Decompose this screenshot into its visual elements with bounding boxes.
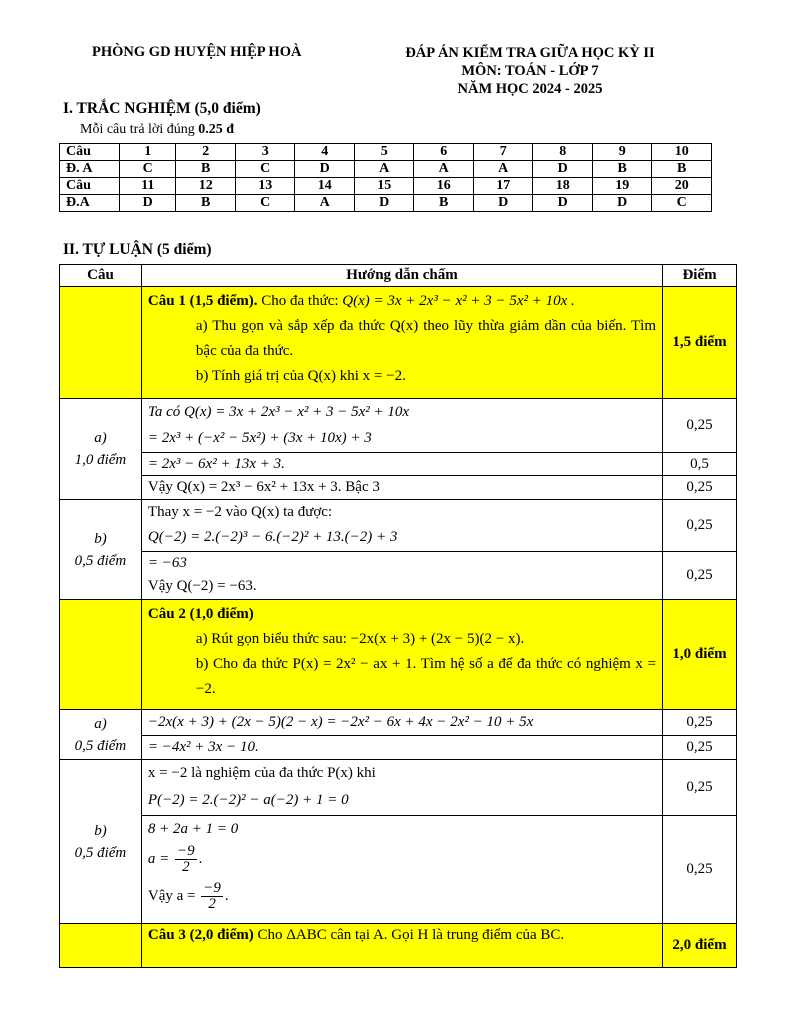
col-guide-header: Hướng dẫn chấm [141, 265, 662, 287]
mcq-cell: B [176, 161, 236, 178]
q2b-line5: Vậy a = $\frac{-9}{2}$ . [147, 880, 229, 912]
mcq-row [60, 178, 712, 195]
mcq-cell: D [473, 195, 533, 212]
q3-title: Câu 3 (2,0 điểm) [147, 927, 254, 943]
q1a-score3: 0,25 [663, 476, 737, 500]
q2b-line2: P(−2) = 2.(−2)² − a(−2) + 1 = 0 [147, 792, 349, 808]
exam-subject: MÔN: TOÁN - LỚP 7 [461, 63, 599, 79]
col-cau-header: Câu [60, 265, 142, 287]
mcq-row [60, 161, 712, 178]
q1b-points: 0,5 điểm [74, 552, 127, 569]
q1b-line2: Q(−2) = 2.(−2)³ − 6.(−2)² + 13.(−2) + 3 [147, 529, 398, 545]
mcq-row-label: Đ.A [60, 195, 120, 212]
mcq-cell: 15 [354, 178, 414, 195]
mcq-cell: 20 [652, 178, 712, 195]
q2b-points: 0,5 điểm [74, 844, 127, 861]
mcq-cell: 3 [235, 144, 295, 161]
q1-statement-row [60, 287, 737, 399]
mcq-cell: B [414, 195, 474, 212]
q2b-score1: 0,25 [663, 760, 737, 816]
col-score-header: Điểm [663, 265, 737, 287]
mcq-cell: 17 [473, 178, 533, 195]
mcq-cell: 5 [354, 144, 414, 161]
q2b-denominator: 2 [182, 859, 190, 875]
mcq-cell: 7 [473, 144, 533, 161]
q2b-label-cell [60, 760, 142, 924]
q1-score: 1,5 điểm [663, 287, 737, 399]
q2b-numerator: −9 [177, 843, 195, 859]
mcq-answer-table [59, 143, 712, 212]
mcq-cell: 18 [533, 178, 593, 195]
mcq-cell: 16 [414, 178, 474, 195]
q1a-label: a) [94, 430, 107, 446]
mcq-cell: D [295, 161, 355, 178]
mcq-cell: D [354, 195, 414, 212]
q1-part-b: b) Tính giá trị của Q(x) khi x = −2. [195, 368, 406, 384]
mcq-cell: 1 [120, 144, 176, 161]
part2-title: II. TỰ LUẬN (5 điểm) [63, 241, 212, 258]
q2a-line2: = −4x² + 3x − 10. [141, 736, 662, 760]
q2b-fraction-final [201, 881, 223, 912]
exam-heading [380, 44, 680, 98]
q1b-score2: 0,25 [663, 552, 737, 600]
q1-polynomial: Q(x) = 3x + 2x³ − x² + 3 − 5x² + 10x . [342, 293, 575, 309]
mcq-cell: 10 [652, 144, 712, 161]
q2-title: Câu 2 (1,0 điểm) [147, 606, 254, 622]
q1-part-a: a) Thu gọn và sắp xếp đa thức Q(x) theo lũy thừa giảm dần của biến. Tìm bậc của đa thức. [195, 318, 657, 359]
mcq-cell: C [235, 195, 295, 212]
q2b-a-eq: a = [147, 850, 170, 867]
mcq-cell: 4 [295, 144, 355, 161]
q1a-line1: Ta có Q(x) = 3x + 2x³ − x² + 3 − 5x² + 10x [147, 404, 410, 420]
q1b-score1: 0,25 [663, 500, 737, 552]
mcq-cell: 19 [592, 178, 652, 195]
q1a-label-cell [60, 399, 142, 500]
mcq-cell: D [120, 195, 176, 212]
q2b-line1: x = −2 là nghiệm của đa thức P(x) khi [147, 765, 376, 781]
q3-statement-row [60, 924, 737, 968]
q1a-points: 1,0 điểm [74, 452, 127, 468]
q2a-points: 0,5 điểm [74, 737, 127, 754]
q3-score: 2,0 điểm [663, 924, 737, 968]
mcq-cell: B [176, 195, 236, 212]
q1b-line1: Thay x = −2 vào Q(x) ta được: [147, 504, 333, 520]
q1a-line4: Vậy Q(x) = 2x³ − 6x² + 13x + 3. Bậc 3 [141, 476, 662, 500]
q1a-line3: = 2x³ − 6x² + 13x + 3. [141, 453, 662, 476]
mcq-cell: 14 [295, 178, 355, 195]
part1-title: I. TRẮC NGHIỆM (5,0 điểm) [63, 100, 261, 117]
mcq-row [60, 144, 712, 161]
q1a-score1: 0,25 [663, 399, 737, 453]
mcq-cell: 13 [235, 178, 295, 195]
exam-title: ĐÁP ÁN KIỂM TRA GIỮA HỌC KỲ II [405, 45, 655, 61]
mcq-cell: D [533, 195, 593, 212]
mcq-row-label: Đ. A [60, 161, 120, 178]
q2-statement-row [60, 600, 737, 710]
q1-intro: Cho đa thức: [261, 293, 339, 309]
q1-title: Câu 1 (1,5 điểm). [147, 293, 258, 309]
mcq-cell: A [295, 195, 355, 212]
q2b-score2: 0,25 [663, 816, 737, 924]
part1-note-score: 0.25 đ [198, 122, 235, 137]
q2-score: 1,0 điểm [663, 600, 737, 710]
mcq-cell: A [473, 161, 533, 178]
mcq-cell: 9 [592, 144, 652, 161]
q1b-label-cell [60, 500, 142, 600]
q2b-line4: a = $\frac{-9}{2}$ . [147, 843, 203, 875]
q2b-conclusion: Vậy a = [147, 887, 196, 904]
q2b-fraction [175, 844, 197, 875]
mcq-cell: 12 [176, 178, 236, 195]
mcq-cell: 8 [533, 144, 593, 161]
mcq-cell: 11 [120, 178, 176, 195]
q2a-line1: −2x(x + 3) + (2x − 5)(2 − x) = −2x² − 6x + 4x − 2x² − 10 + 5x [141, 710, 662, 736]
q1b-line4: Vậy Q(−2) = −63. [147, 578, 257, 594]
mcq-cell: C [120, 161, 176, 178]
q2a-score1: 0,25 [663, 710, 737, 736]
school-name: PHÒNG GD HUYỆN HIỆP HOÀ [92, 44, 302, 60]
essay-grading-table [59, 264, 737, 968]
q1b-label: b) [94, 530, 107, 547]
exam-year: NĂM HỌC 2024 - 2025 [457, 81, 603, 97]
mcq-row [60, 195, 712, 212]
mcq-cell: D [592, 195, 652, 212]
q2a-label: a) [94, 715, 107, 732]
mcq-cell: C [235, 161, 295, 178]
mcq-row-label: Câu [60, 144, 120, 161]
mcq-cell: C [652, 195, 712, 212]
q2b-denominator-final: 2 [208, 896, 216, 912]
q1a-line2: = 2x³ + (−x² − 5x²) + (3x + 10x) + 3 [147, 430, 372, 446]
q2-part-b: b) Cho đa thức P(x) = 2x² − ax + 1. Tìm hệ số a để đa thức có nghiệm x = −2. [195, 656, 657, 697]
mcq-cell: D [533, 161, 593, 178]
q1b-line3: = −63 [147, 555, 187, 571]
mcq-cell: A [414, 161, 474, 178]
mcq-cell: A [354, 161, 414, 178]
q2b-numerator-final: −9 [203, 880, 221, 896]
part1-note-text: Mỗi câu trả lời đúng [80, 122, 195, 137]
q2a-score2: 0,25 [663, 736, 737, 760]
q1a-score2: 0,5 [663, 453, 737, 476]
mcq-cell: 2 [176, 144, 236, 161]
q2b-line3: 8 + 2a + 1 = 0 [147, 821, 239, 837]
q2b-label: b) [94, 822, 107, 839]
q2-part-a: a) Rút gọn biểu thức sau: −2x(x + 3) + (2x − 5)(2 − x). [195, 631, 525, 647]
part1-note [80, 122, 234, 138]
mcq-cell: B [592, 161, 652, 178]
q3-text: Cho ΔABC cân tại A. Gọi H là trung điểm của BC. [257, 927, 565, 943]
q2a-label-cell [60, 710, 142, 760]
mcq-row-label: Câu [60, 178, 120, 195]
mcq-cell: B [652, 161, 712, 178]
mcq-cell: 6 [414, 144, 474, 161]
